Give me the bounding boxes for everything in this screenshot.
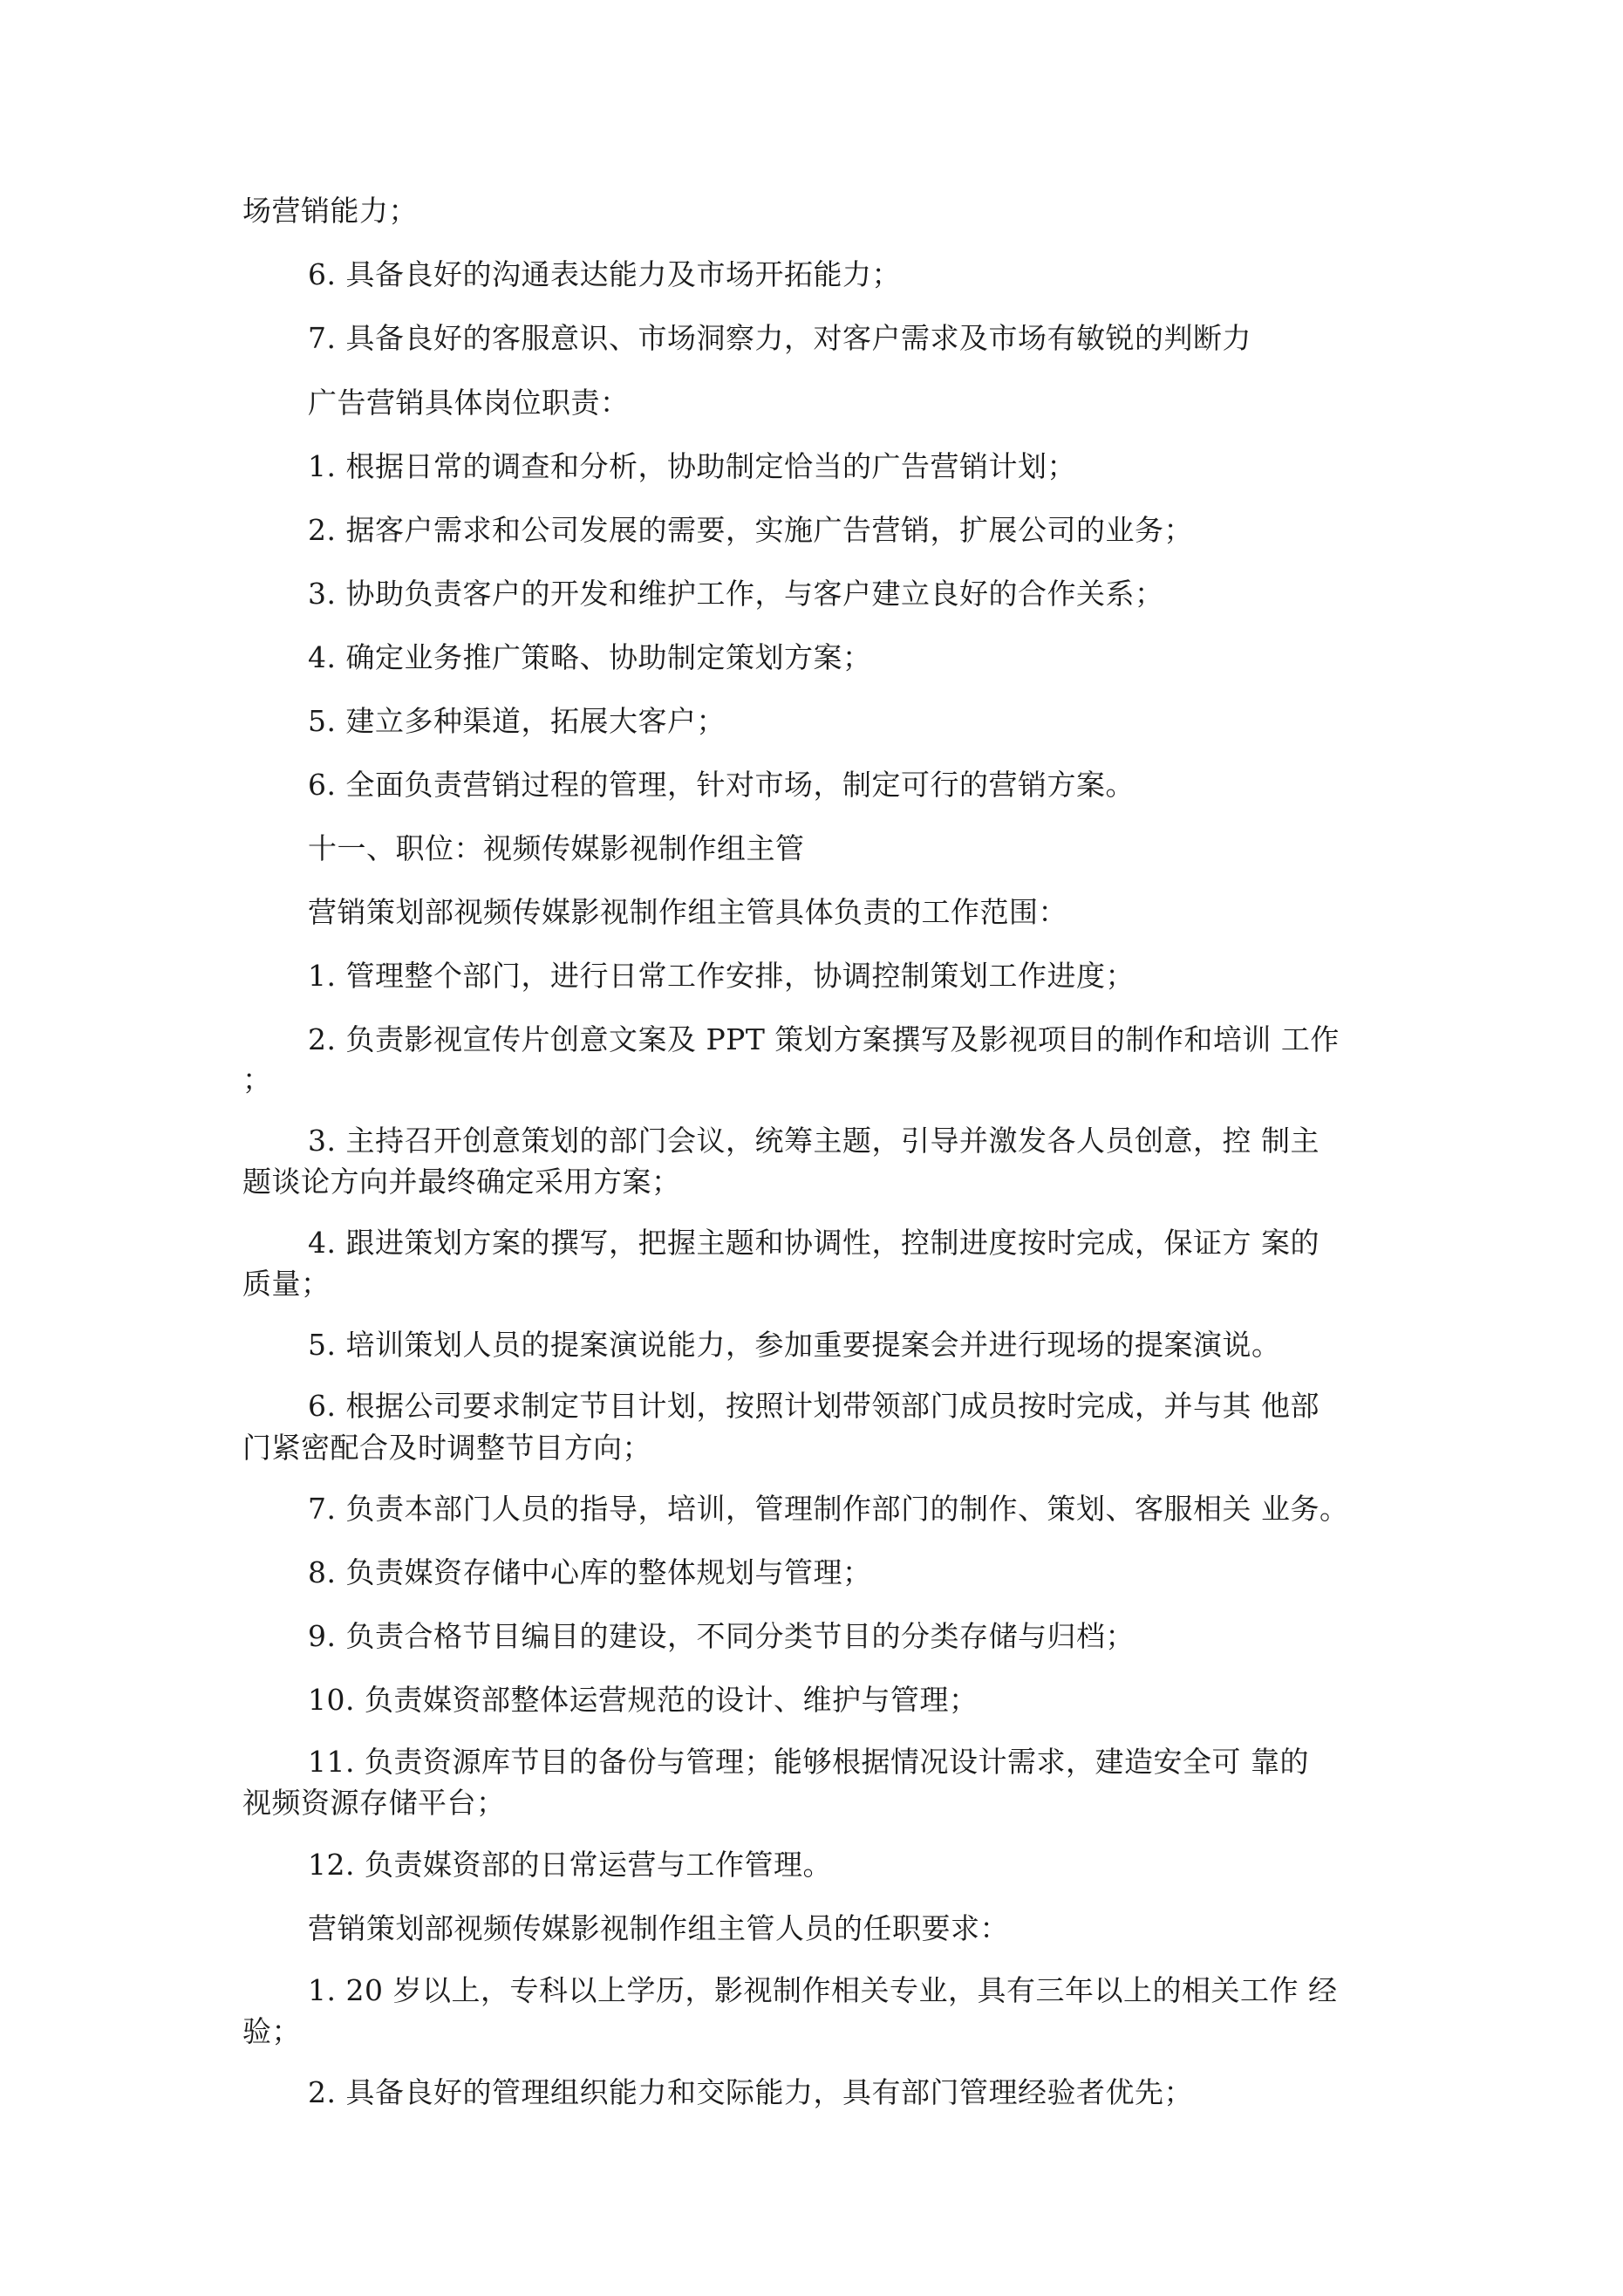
text-line: 门紧密配合及时调整节目方向； [242, 1431, 651, 1465]
text-line: 1. 管理整个部门，进行日常工作安排，协调控制策划工作进度； [308, 959, 1135, 993]
text-line: 4. 跟进策划方案的撰写，把握主题和协调性，控制进度按时完成，保证方 案的 [308, 1226, 1320, 1260]
text-line: 1. 根据日常的调查和分析，协助制定恰当的广告营销计划； [308, 449, 1076, 483]
text-line: 营销策划部视频传媒影视制作组主管具体负责的工作范围： [308, 895, 1067, 929]
text-line: 7. 具备良好的客服意识、市场洞察力，对客户需求及市场有敏锐的判断力 [308, 321, 1251, 355]
text-line: 5. 培训策划人员的提案演说能力，参加重要提案会并进行现场的提案演说。 [308, 1328, 1281, 1362]
text-line: 营销策划部视频传媒影视制作组主管人员的任职要求： [308, 1911, 1009, 1945]
text-line: 3. 主持召开创意策划的部门会议，统筹主题，引导并激发各人员创意，控 制主 [308, 1124, 1320, 1158]
text-line: 9. 负责合格节目编目的建设，不同分类节目的分类存储与归档； [308, 1619, 1135, 1653]
text-line: 10. 负责媒资部整体运营规范的设计、维护与管理； [308, 1683, 979, 1717]
text-line: 11. 负责资源库节目的备份与管理；能够根据情况设计需求，建造安全可 靠的 [308, 1745, 1309, 1779]
text-line: 6. 根据公司要求制定节目计划，按照计划带领部门成员按时完成，并与其 他部 [308, 1389, 1320, 1423]
section-heading: 十一、职位：视频传媒影视制作组主管 [308, 831, 805, 865]
text-line: 验； [242, 2014, 301, 2048]
text-line: 4. 确定业务推广策略、协助制定策划方案； [308, 640, 872, 674]
text-line: 6. 全面负责营销过程的管理，针对市场，制定可行的营销方案。 [308, 768, 1135, 802]
text-line: 2. 具备良好的管理组织能力和交际能力，具有部门管理经验者优先； [308, 2075, 1193, 2109]
text-line: 广告营销具体岗位职责： [308, 386, 630, 420]
text-line: 视频资源存储平台； [242, 1786, 506, 1820]
text-line: 质量； [242, 1267, 331, 1301]
text-line: 3. 协助负责客户的开发和维护工作，与客户建立良好的合作关系； [308, 577, 1164, 611]
text-line: 7. 负责本部门人员的指导，培训，管理制作部门的制作、策划、客服相关 业务。 [308, 1492, 1349, 1526]
text-line: 6. 具备良好的沟通表达能力及市场开拓能力； [308, 257, 901, 291]
text-line: 1. 20 岁以上，专科以上学历，影视制作相关专业，具有三年以上的相关工作 经 [308, 1973, 1338, 2007]
text-line: 2. 据客户需求和公司发展的需要，实施广告营销，扩展公司的业务； [308, 513, 1193, 547]
text-line: 8. 负责媒资存储中心库的整体规划与管理； [308, 1555, 872, 1589]
text-line: 12. 负责媒资部的日常运营与工作管理。 [308, 1848, 832, 1882]
text-line: 5. 建立多种渠道，拓展大客户； [308, 704, 726, 738]
text-line: 题谈论方向并最终确定采用方案； [242, 1165, 681, 1199]
text-line: 场营销能力； [242, 194, 418, 228]
text-line: 2. 负责影视宣传片创意文案及 PPT 策划方案撰写及影视项目的制作和培训 工作 [308, 1022, 1340, 1056]
text-line: ； [242, 1063, 272, 1097]
